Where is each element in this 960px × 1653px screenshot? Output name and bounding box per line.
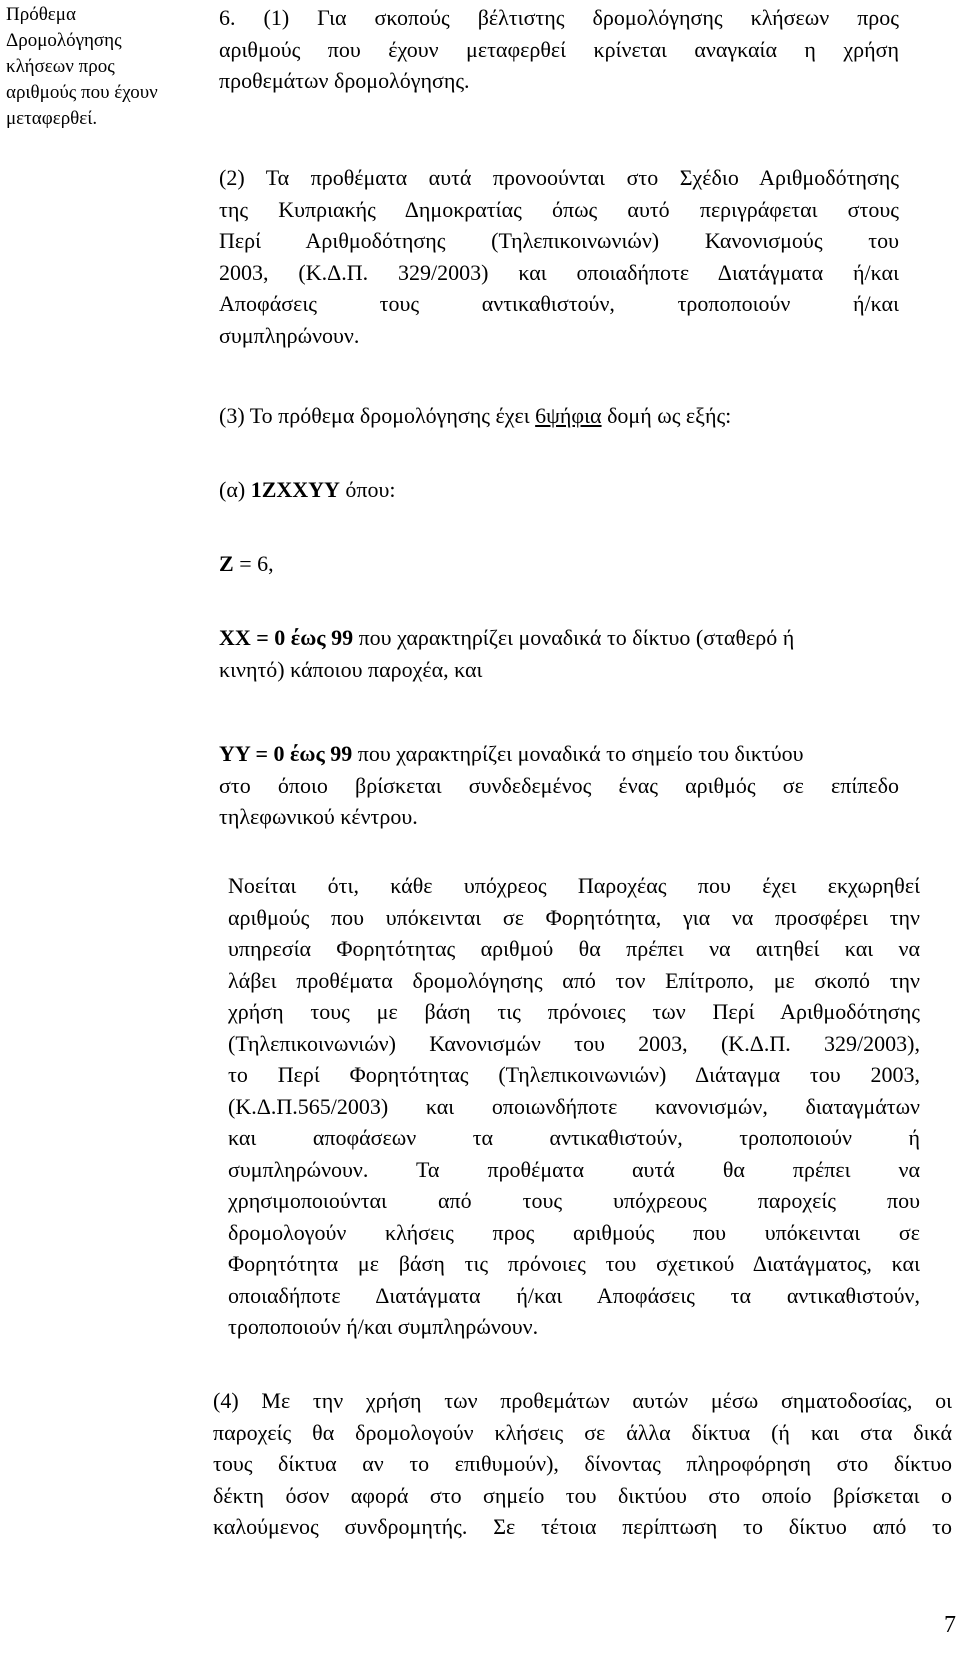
text-segment: (α): [219, 477, 251, 502]
z-definition: [219, 548, 899, 580]
prefix-format: 1ZXXYY: [250, 477, 340, 502]
text-line: καλούμενος συνδρομητής. Σε τέτοια περίπτωση το δίκτυο από το: [213, 1514, 952, 1539]
text-segment: = 6,: [233, 551, 274, 576]
text-line: Νοείται ότι, κάθε υπόχρεος Παροχέας που έχει εκχωρηθεί: [228, 873, 920, 898]
xx-definition: [219, 622, 899, 685]
margin-note-line: Πρόθεμα: [6, 4, 76, 25]
paragraph-6-1: [219, 2, 899, 97]
text-line: δέκτη όσον αφορά στο σημείο του δικτύου στο οποίο βρίσκεται ο: [213, 1482, 952, 1508]
text-line: στο όποιο βρίσκεται συνδεδεμένος ένας αριθμός σε επίπεδο: [219, 772, 899, 798]
text-line: υπηρεσία Φορητότητας αριθμού θα πρέπει να αιτηθεί και να: [228, 936, 920, 961]
text-line: 6. (1) Για σκοπούς βέλτιστης δρομολόγησης κλήσεων προς: [219, 5, 899, 30]
text-line: [219, 738, 899, 770]
text-line: [219, 548, 899, 580]
text-line: της Κυπριακής Δημοκρατίας όπως αυτό περιγράφεται στους: [219, 196, 899, 222]
text-line: και αποφάσεων τα αντικαθιστούν, τροποποιούν ή: [228, 1125, 920, 1150]
text-line: αριθμούς που υπόκεινται σε Φορητότητα, για να προσφέρει την: [228, 904, 920, 930]
paragraph-3: [219, 400, 899, 432]
text-line: χρησιμοποιούνται από τους υπόχρεους παροχείς που: [228, 1188, 920, 1213]
text-line: (2) Τα προθέματα αυτά προνοούνται στο Σχέδιο Αριθμοδότησης: [219, 165, 899, 190]
text-line: Φορητότητα με βάση τις πρόνοιες του σχετικού Διατάγματος, και: [228, 1251, 920, 1276]
paragraph-4: [213, 1385, 952, 1543]
text-line: οποιαδήποτε Διατάγματα ή/και Αποφάσεις τα αντικαθιστούν,: [228, 1282, 920, 1308]
text-segment: (3) Το πρόθεμα δρομολόγησης έχει: [219, 403, 536, 428]
text-line: (Τηλεπικοινωνιών) Κανονισμών του 2003, (Κ.Δ.Π. 329/2003),: [228, 1030, 920, 1056]
paragraph-2: [219, 162, 899, 351]
variable-z: Z: [219, 551, 234, 576]
margin-note-line: κλήσεων προς: [6, 56, 115, 77]
text-line: (Κ.Δ.Π.565/2003) και οποιωνδήποτε κανονισμών, διαταγμάτων: [228, 1093, 920, 1119]
text-line: λάβει προθέματα δρομολόγησης από τον Επίτροπο, με σκοπό την: [228, 967, 920, 993]
text-line: το Περί Φορητότητας (Τηλεπικοινωνιών) Διάταγμα του 2003,: [228, 1062, 920, 1087]
variable-xx: XX = 0 έως 99: [219, 625, 354, 650]
text-line: χρήση τους με βάση τις πρόνοιες των Περί Αριθμοδότησης: [228, 999, 920, 1024]
text-line: [219, 474, 899, 506]
text-line: συμπληρώνουν. Τα προθέματα αυτά θα πρέπει να: [228, 1156, 920, 1182]
text-segment: όπου:: [339, 477, 396, 502]
margin-note-line: αριθμούς που έχουν: [6, 82, 158, 103]
text-line: παροχείς θα δρομολογούν κλήσεις σε άλλα δίκτυα (ή και στα δικά: [213, 1419, 952, 1445]
underlined-term: 6ψήφια: [535, 403, 602, 428]
variable-yy: YY = 0 έως 99: [219, 741, 353, 766]
text-segment: που χαρακτηρίζει μοναδικά το δίκτυο (σταθερό ή: [353, 625, 795, 650]
text-line: (4) Με την χρήση των προθεμάτων αυτών μέσω σηματοδοσίας, οι: [213, 1388, 952, 1413]
item-a: [219, 474, 899, 506]
text-line: δρομολογούν κλήσεις προς αριθμούς που υπόκεινται σε: [228, 1219, 920, 1245]
text-line: [219, 400, 899, 432]
yy-definition: [219, 738, 899, 833]
text-segment: δομή ως εξής:: [601, 403, 732, 428]
text-line: αριθμούς που έχουν μεταφερθεί κρίνεται αναγκαία η χρήση: [219, 36, 899, 62]
text-line: προθεμάτων δρομολόγησης.: [219, 68, 470, 93]
text-line: τηλεφωνικού κέντρου.: [219, 804, 418, 829]
text-line: 2003, (Κ.Δ.Π. 329/2003) και οποιαδήποτε Διατάγματα ή/και: [219, 259, 899, 285]
margin-note-line: Δρομολόγησης: [6, 30, 122, 51]
margin-note-line: μεταφερθεί.: [6, 108, 98, 129]
text-line: [219, 622, 899, 654]
margin-note: [6, 2, 196, 132]
text-line: κινητό) κάποιου παροχέα, και: [219, 656, 483, 682]
text-line: Περί Αριθμοδότησης (Τηλεπικοινωνιών) Κανονισμούς του: [219, 228, 899, 253]
text-segment: που χαρακτηρίζει μοναδικά το σημείο του δικτύου: [352, 741, 804, 766]
text-line: Αποφάσεις τους αντικαθιστούν, τροποποιούν ή/και: [219, 291, 899, 316]
proviso-paragraph: [228, 870, 920, 1343]
text-line: τους δίκτυα αν το επιθυμούν), δίνοντας πληροφόρηση στο δίκτυο: [213, 1451, 952, 1476]
text-line: συμπληρώνουν.: [219, 322, 360, 348]
page-number: 7: [944, 1612, 956, 1638]
text-line: τροποποιούν ή/και συμπληρώνουν.: [228, 1314, 539, 1339]
